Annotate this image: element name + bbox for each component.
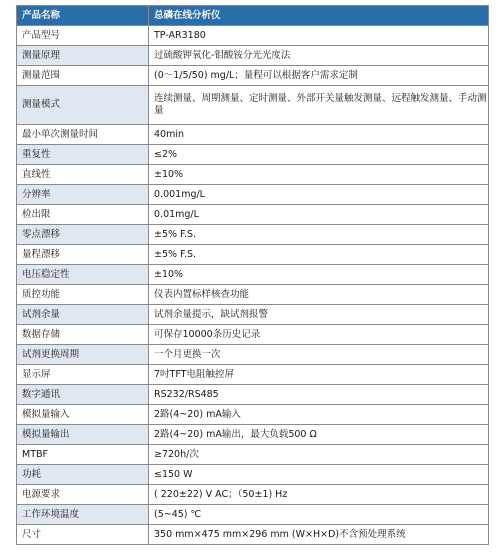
- table-row: [17, 485, 489, 505]
- row-label: 电源要求: [17, 485, 149, 505]
- table-row: [17, 385, 489, 405]
- spec-table: [16, 5, 489, 545]
- row-label: 数据存储: [17, 325, 149, 345]
- row-value: ≥720h/次: [149, 445, 489, 465]
- table-row: [17, 525, 489, 545]
- row-label: 零点漂移: [17, 225, 149, 245]
- table-row: [17, 285, 489, 305]
- row-value: ( 220±22) V AC；（50±1) Hz: [149, 485, 489, 505]
- table-row: [17, 165, 489, 185]
- row-value: ≤150 W: [149, 465, 489, 485]
- row-label: 重复性: [17, 145, 149, 165]
- table-row: [17, 46, 489, 66]
- header-param-label: 产品名称: [17, 6, 149, 26]
- row-value: 40min: [149, 125, 489, 145]
- row-label: 显示屏: [17, 365, 149, 385]
- row-value: 试剂余量提示，缺试剂报警: [149, 305, 489, 325]
- row-value: ±5% F.S.: [149, 225, 489, 245]
- table-row: [17, 405, 489, 425]
- table-row: [17, 445, 489, 465]
- row-label: 尺寸: [17, 525, 149, 545]
- row-label: 电压稳定性: [17, 265, 149, 285]
- table-row: [17, 205, 489, 225]
- row-value: 0.001mg/L: [149, 185, 489, 205]
- table-row: [17, 185, 489, 205]
- header-product-name: 总磷在线分析仪: [149, 6, 489, 26]
- row-value: 一个月更换一次: [149, 345, 489, 365]
- row-value: 可保存10000条历史记录: [149, 325, 489, 345]
- row-label: MTBF: [17, 445, 149, 465]
- row-value: RS232/RS485: [149, 385, 489, 405]
- row-label: 质控功能: [17, 285, 149, 305]
- table-row: [17, 465, 489, 485]
- row-label: 工作环境温度: [17, 505, 149, 525]
- row-label: 分辨率: [17, 185, 149, 205]
- row-value: ±5% F.S.: [149, 245, 489, 265]
- row-value: 0.01mg/L: [149, 205, 489, 225]
- row-value: 仪表内置标样核查功能: [149, 285, 489, 305]
- table-row: [17, 305, 489, 325]
- row-value: 连续测量、周期测量、定时测量、外部开关量触发测量、远程触发测量、手动测量: [149, 86, 489, 125]
- table-row: [17, 86, 489, 125]
- row-value: (0～1/5/50) mg/L；量程可以根据客户需求定制: [149, 66, 489, 86]
- table-header-row: [17, 6, 489, 26]
- row-label: 数字通讯: [17, 385, 149, 405]
- table-row: [17, 26, 489, 46]
- table-row: [17, 265, 489, 285]
- row-value: 过硫酸钾氧化-钼酸铵分光光度法: [149, 46, 489, 66]
- row-value: (5~45) ℃: [149, 505, 489, 525]
- row-value: TP-AR3180: [149, 26, 489, 46]
- row-value: 2路(4~20) mA输出，最大负载500 Ω: [149, 425, 489, 445]
- table-row: [17, 125, 489, 145]
- row-label: 最小单次测量时间: [17, 125, 149, 145]
- row-label: 功耗: [17, 465, 149, 485]
- table-row: [17, 145, 489, 165]
- spec-table-body: [17, 6, 489, 545]
- row-label: 产品型号: [17, 26, 149, 46]
- row-value: ±10%: [149, 165, 489, 185]
- row-value: 350 mm×475 mm×296 mm (W×H×D)不含预处理系统: [149, 525, 489, 545]
- row-label: 模拟量输出: [17, 425, 149, 445]
- table-row: [17, 365, 489, 385]
- table-row: [17, 345, 489, 365]
- row-label: 试剂更换周期: [17, 345, 149, 365]
- table-row: [17, 66, 489, 86]
- table-row: [17, 245, 489, 265]
- row-label: 测量模式: [17, 86, 149, 125]
- table-row: [17, 325, 489, 345]
- row-value: ≤2%: [149, 145, 489, 165]
- table-row: [17, 225, 489, 245]
- row-label: 试剂余量: [17, 305, 149, 325]
- row-label: 检出限: [17, 205, 149, 225]
- table-row: [17, 425, 489, 445]
- row-value: ±10%: [149, 265, 489, 285]
- row-label: 测量原理: [17, 46, 149, 66]
- table-row: [17, 505, 489, 525]
- row-label: 量程漂移: [17, 245, 149, 265]
- row-label: 测量范围: [17, 66, 149, 86]
- row-value: 7吋TFT电阻触控屏: [149, 365, 489, 385]
- row-label: 模拟量输入: [17, 405, 149, 425]
- row-value: 2路(4~20) mA输入: [149, 405, 489, 425]
- row-label: 直线性: [17, 165, 149, 185]
